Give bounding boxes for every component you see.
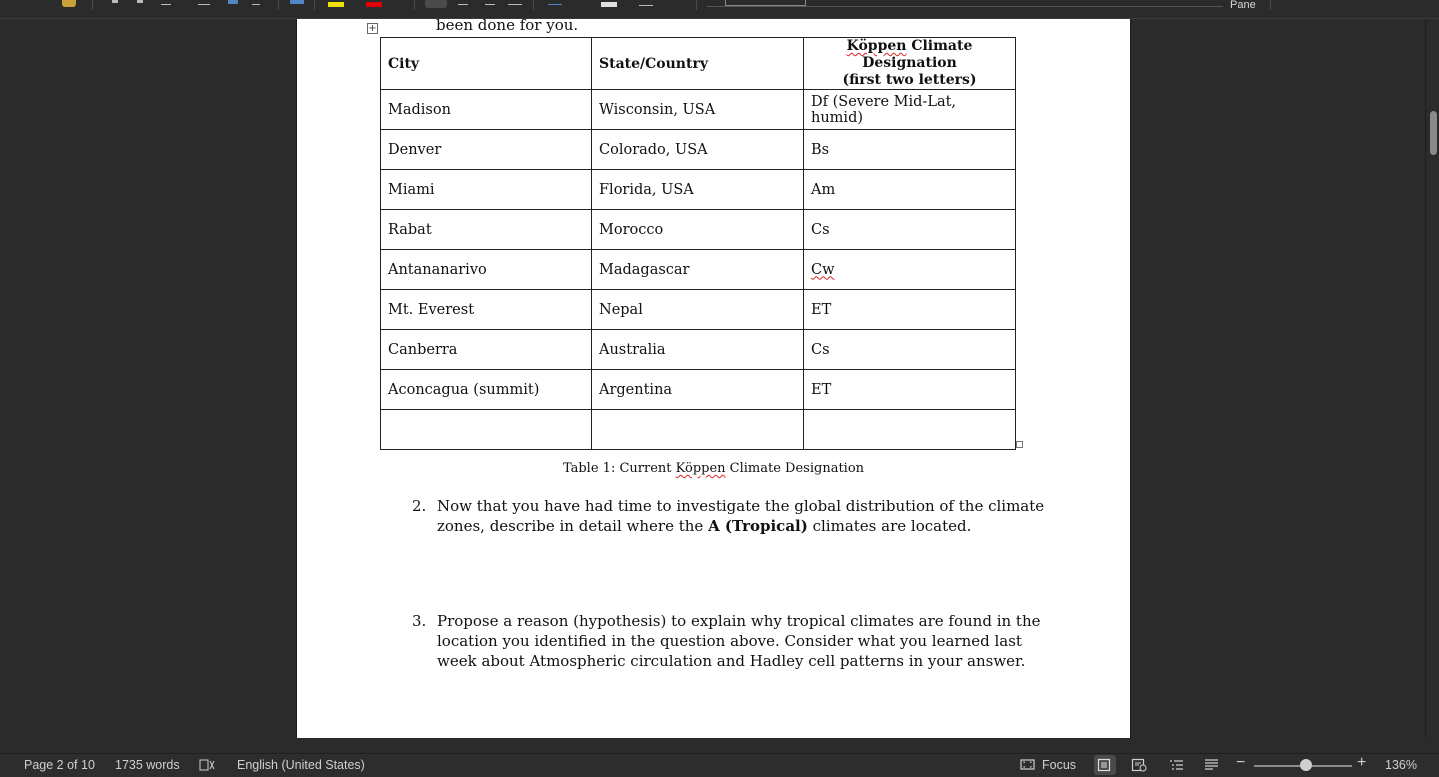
bold-icon[interactable] (112, 0, 118, 3)
table-row (381, 330, 1016, 370)
zoom-slider-knob[interactable] (1300, 759, 1312, 771)
state-cell[interactable]: Argentina (592, 370, 804, 410)
code-cell[interactable]: Cs (804, 210, 1016, 250)
scrollbar-thumb[interactable] (1430, 111, 1437, 155)
header-koppen[interactable] (804, 38, 1016, 90)
question-text-part: Now that you have had time to investigate the global distribution of the climate zones, describe in detail where the (437, 497, 1045, 535)
focus-button[interactable]: Focus (1042, 758, 1077, 772)
city-cell[interactable]: Aconcagua (summit) (381, 370, 592, 410)
state-cell[interactable]: Madagascar (592, 250, 804, 290)
ribbon-separator (278, 0, 279, 10)
ribbon-separator (92, 0, 93, 10)
header-city[interactable]: City (381, 38, 592, 90)
city-cell[interactable]: Canberra (381, 330, 592, 370)
code-cell[interactable] (804, 410, 1016, 450)
ribbon-separator (533, 0, 534, 10)
header-koppen-rest: Climate Designation (862, 38, 973, 71)
justify-icon[interactable] (508, 0, 522, 5)
city-cell[interactable] (381, 410, 592, 450)
city-cell[interactable]: Mt. Everest (381, 290, 592, 330)
question-2 (412, 496, 1062, 536)
spelling-flagged-word[interactable]: Köppen (846, 38, 907, 54)
caption-suffix: Climate Designation (725, 461, 865, 476)
italic-icon[interactable] (137, 0, 143, 3)
state-cell[interactable] (592, 410, 804, 450)
code-cell[interactable]: Df (Severe Mid-Lat, humid) (804, 90, 1016, 130)
document-canvas (0, 19, 1425, 738)
align-left-icon[interactable] (425, 0, 447, 8)
ribbon-separator (1270, 0, 1271, 10)
table-header-row (381, 38, 1016, 90)
question-text: Propose a reason (hypothesis) to explain why tropical climates are found in the location you identified in the question above. Consider what you learned last week about Atmospheric circulation and Hadley cell patterns in your answer. (437, 612, 1041, 670)
ribbon-separator (314, 0, 315, 10)
align-right-icon[interactable] (485, 0, 495, 5)
question-3 (412, 611, 1062, 671)
table-caption (297, 461, 1130, 476)
city-cell[interactable]: Antananarivo (381, 250, 592, 290)
vertical-scrollbar[interactable] (1425, 19, 1439, 738)
focus-icon[interactable] (1020, 758, 1035, 774)
outline-view-icon[interactable] (1169, 758, 1184, 775)
state-cell[interactable]: Nepal (592, 290, 804, 330)
ribbon-separator (696, 0, 697, 10)
web-layout-icon[interactable] (1131, 758, 1147, 775)
print-layout-icon[interactable] (1097, 758, 1111, 775)
question-number: 2. (412, 497, 427, 515)
zoom-in-icon[interactable]: + (1357, 754, 1367, 771)
ribbon (0, 0, 1439, 19)
table-move-handle[interactable]: + (368, 23, 377, 34)
question-text (437, 496, 1062, 536)
city-cell[interactable]: Madison (381, 90, 592, 130)
table-row (381, 130, 1016, 170)
spelling-flagged-word[interactable]: Cw (811, 261, 835, 278)
city-cell[interactable]: Miami (381, 170, 592, 210)
line-spacing-icon[interactable] (548, 0, 562, 5)
word-count[interactable]: 1735 words (115, 758, 180, 772)
question-text-part: climates are located. (807, 517, 972, 535)
ribbon-separator (414, 0, 415, 10)
code-cell[interactable]: ET (804, 290, 1016, 330)
state-cell[interactable]: Wisconsin, USA (592, 90, 804, 130)
styles-pane-label[interactable]: Pane (1230, 0, 1256, 11)
state-cell[interactable]: Colorado, USA (592, 130, 804, 170)
zoom-out-icon[interactable]: − (1236, 754, 1246, 771)
table-resize-handle[interactable] (1016, 441, 1023, 448)
borders-icon[interactable] (639, 0, 653, 6)
status-bar (0, 753, 1439, 777)
city-cell[interactable]: Denver (381, 130, 592, 170)
question-number: 3. (412, 612, 427, 630)
zoom-level[interactable]: 136% (1385, 758, 1417, 772)
proofing-icon[interactable] (199, 758, 215, 775)
language-indicator[interactable]: English (United States) (237, 758, 365, 772)
text-effects-icon[interactable] (290, 0, 304, 4)
highlight-color-icon[interactable] (328, 2, 344, 7)
document-page[interactable] (296, 19, 1131, 738)
state-cell[interactable]: Morocco (592, 210, 804, 250)
intro-line: been done for you. (436, 19, 579, 34)
state-cell[interactable]: Australia (592, 330, 804, 370)
style-normal-selected[interactable] (725, 0, 806, 6)
state-cell[interactable]: Florida, USA (592, 170, 804, 210)
draft-view-icon[interactable] (1204, 758, 1219, 775)
code-cell[interactable]: Cs (804, 330, 1016, 370)
code-cell[interactable]: ET (804, 370, 1016, 410)
font-color-icon[interactable] (366, 2, 382, 7)
table-row (381, 170, 1016, 210)
question-bold-term: A (Tropical) (708, 517, 808, 535)
table-row (381, 290, 1016, 330)
spelling-flagged-word[interactable]: Köppen (675, 461, 726, 476)
page-count[interactable]: Page 2 of 10 (24, 758, 95, 772)
caption-prefix: Table 1: Current (562, 461, 676, 476)
underline-icon[interactable] (161, 0, 171, 5)
city-cell[interactable]: Rabat (381, 210, 592, 250)
table-row (381, 250, 1016, 290)
table-row (381, 90, 1016, 130)
koppen-table[interactable] (380, 37, 1016, 450)
superscript-icon[interactable] (252, 0, 260, 5)
table-row (381, 210, 1016, 250)
code-cell[interactable] (804, 250, 1016, 290)
align-center-icon[interactable] (458, 0, 468, 5)
table-row (381, 410, 1016, 450)
subscript-icon[interactable] (228, 0, 238, 4)
code-cell[interactable]: Bs (804, 130, 1016, 170)
header-state[interactable]: State/Country (592, 38, 804, 90)
code-cell[interactable]: Am (804, 170, 1016, 210)
format-painter-icon[interactable] (62, 0, 76, 7)
shading-icon[interactable] (601, 2, 617, 7)
table-row (381, 370, 1016, 410)
strikethrough-icon[interactable] (198, 0, 210, 5)
header-koppen-subtitle: (first two letters) (842, 72, 977, 88)
